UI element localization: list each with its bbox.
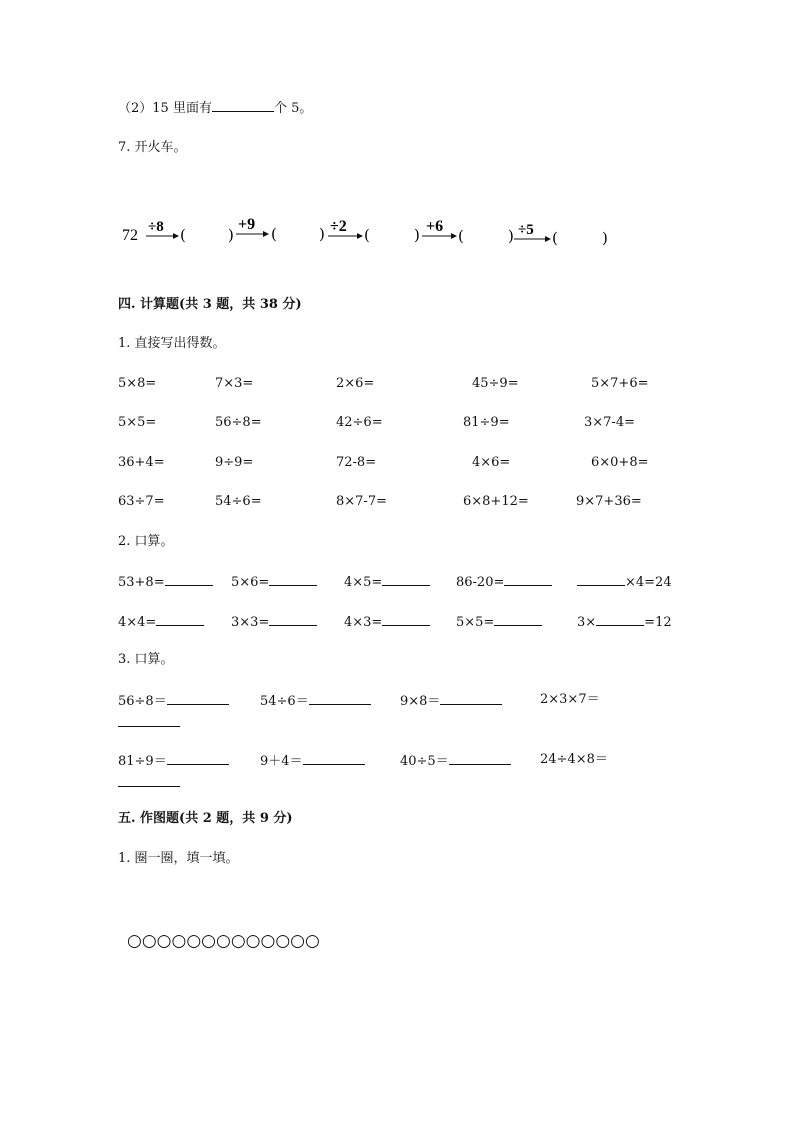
calc-item: 81÷9= bbox=[463, 415, 510, 430]
calc-item: 5×7+6= bbox=[591, 376, 649, 391]
oral-calc-text: ×4=24 bbox=[625, 575, 672, 590]
answer-blank[interactable] bbox=[303, 752, 365, 765]
oral-calc-item bbox=[344, 613, 430, 631]
answer-blank[interactable] bbox=[167, 692, 229, 705]
train-blank-1[interactable] bbox=[188, 226, 226, 244]
oral-calc-item bbox=[456, 573, 552, 591]
section-4-q3-title: 3. 口算。 bbox=[118, 652, 174, 667]
oral-calc-item bbox=[577, 613, 672, 631]
calc-item: 36+4= bbox=[118, 455, 165, 470]
train-blank-2[interactable] bbox=[279, 226, 317, 244]
train-close-2: ) bbox=[319, 225, 325, 243]
calc-item: 7×3= bbox=[215, 376, 254, 391]
answer-blank[interactable] bbox=[577, 573, 625, 586]
train-op-4: +6 bbox=[426, 218, 444, 235]
answer-blank[interactable] bbox=[504, 573, 552, 586]
train-open-2: ( bbox=[271, 225, 277, 243]
train-open-5: ( bbox=[552, 229, 558, 247]
section-5-title: 五. 作图题(共 2 题，共 9 分) bbox=[118, 811, 293, 826]
q6-2-suffix: 个 5。 bbox=[273, 101, 313, 116]
train-start-number: 72 bbox=[122, 227, 138, 244]
question-6-2 bbox=[118, 99, 312, 117]
answer-blank[interactable] bbox=[382, 613, 430, 626]
train-op-1: ÷8 bbox=[148, 219, 164, 235]
train-op-2: +9 bbox=[238, 216, 256, 233]
oral-calc-text: 2×3×7＝ bbox=[540, 692, 600, 707]
train-open-4: ( bbox=[458, 227, 464, 245]
train-chain bbox=[118, 212, 618, 256]
train-close-3: ) bbox=[414, 226, 420, 244]
oral-calc-text: 54÷6＝ bbox=[260, 694, 309, 709]
calc-item: 42÷6= bbox=[336, 415, 383, 430]
oral-calc-text: 9＋4＝ bbox=[260, 754, 303, 769]
calc-item: 9×7+36= bbox=[576, 494, 642, 509]
answer-blank[interactable] bbox=[167, 752, 229, 765]
oral-calc-item bbox=[231, 613, 317, 631]
answer-blank[interactable] bbox=[156, 613, 204, 626]
calc-item: 72-8= bbox=[336, 455, 377, 470]
oral-calc-item bbox=[118, 714, 180, 732]
circle-row[interactable]: ○○○○○○○○○○○○○ bbox=[127, 931, 320, 951]
train-blank-3[interactable] bbox=[372, 226, 410, 244]
train-op-3: ÷2 bbox=[330, 218, 347, 235]
section-5-q1-title: 1. 圈一圈，填一填。 bbox=[118, 851, 239, 866]
oral-calc-item bbox=[260, 752, 365, 770]
calc-item: 56÷8= bbox=[215, 415, 262, 430]
question-7-title: 7. 开火车。 bbox=[118, 140, 187, 155]
oral-calc-item bbox=[231, 573, 317, 591]
train-open-1: ( bbox=[180, 226, 186, 244]
calc-item: 6×8+12= bbox=[463, 494, 529, 509]
oral-calc-text: =12 bbox=[644, 615, 672, 630]
calc-item: 63÷7= bbox=[118, 494, 165, 509]
calc-item: 6×0+8= bbox=[591, 455, 649, 470]
oral-calc-text: 9×8＝ bbox=[400, 694, 441, 709]
answer-blank[interactable] bbox=[440, 692, 502, 705]
calc-item: 3×7-4= bbox=[584, 415, 635, 430]
oral-calc-text: 4×5= bbox=[344, 575, 383, 590]
oral-calc-text: 5×6= bbox=[231, 575, 270, 590]
train-blank-5[interactable] bbox=[560, 228, 600, 246]
oral-calc-text: 24÷4×8＝ bbox=[540, 752, 608, 767]
section-4-title: 四. 计算题(共 3 题，共 38 分) bbox=[118, 297, 302, 312]
oral-calc-text: 53+8= bbox=[118, 575, 165, 590]
answer-blank[interactable] bbox=[309, 692, 371, 705]
answer-blank[interactable] bbox=[269, 573, 317, 586]
oral-calc-item bbox=[118, 573, 213, 591]
calc-item: 4×6= bbox=[472, 455, 511, 470]
oral-calc-item bbox=[400, 692, 502, 710]
train-open-3: ( bbox=[364, 226, 370, 244]
train-op-5: ÷5 bbox=[518, 222, 534, 238]
oral-calc-text: 56÷8＝ bbox=[118, 694, 167, 709]
calc-item: 9÷9= bbox=[215, 455, 254, 470]
calc-item: 45÷9= bbox=[472, 376, 519, 391]
train-blank-4[interactable] bbox=[466, 226, 504, 244]
answer-blank[interactable] bbox=[269, 613, 317, 626]
calc-item: 2×6= bbox=[336, 376, 375, 391]
oral-calc-text: 40÷5＝ bbox=[400, 754, 449, 769]
calc-item: 8×7-7= bbox=[336, 494, 387, 509]
oral-calc-item bbox=[344, 573, 430, 591]
oral-calc-text: 3× bbox=[577, 615, 597, 630]
calc-item: 5×8= bbox=[118, 376, 157, 391]
calc-item: 5×5= bbox=[118, 415, 157, 430]
section-4-q2-title: 2. 口算。 bbox=[118, 534, 174, 549]
oral-calc-item bbox=[118, 692, 229, 710]
oral-calc-text: 86-20= bbox=[456, 575, 505, 590]
oral-calc-text: 4×4= bbox=[118, 615, 157, 630]
oral-calc-item bbox=[400, 752, 511, 770]
oral-calc-text: 3×3= bbox=[231, 615, 270, 630]
oral-calc-text: 81÷9＝ bbox=[118, 754, 167, 769]
q6-2-answer-blank[interactable] bbox=[212, 99, 274, 112]
answer-blank[interactable] bbox=[165, 573, 213, 586]
answer-blank[interactable] bbox=[449, 752, 511, 765]
answer-blank[interactable] bbox=[596, 613, 644, 626]
train-chain-svg bbox=[118, 212, 618, 252]
section-4-q1-title: 1. 直接写出得数。 bbox=[118, 336, 226, 351]
oral-calc-text: 5×5= bbox=[456, 615, 495, 630]
answer-blank[interactable] bbox=[118, 774, 180, 787]
oral-calc-item bbox=[118, 774, 180, 792]
answer-blank[interactable] bbox=[494, 613, 542, 626]
oral-calc-item bbox=[260, 692, 371, 710]
q6-2-prefix: （2）15 里面有 bbox=[118, 101, 212, 116]
train-close-5: ) bbox=[602, 229, 608, 247]
oral-calc-item bbox=[577, 573, 672, 591]
oral-calc-item bbox=[118, 752, 229, 770]
answer-blank[interactable] bbox=[382, 573, 430, 586]
oral-calc-item bbox=[456, 613, 542, 631]
oral-calc-item bbox=[118, 613, 204, 631]
oral-calc-text: 4×3= bbox=[344, 615, 383, 630]
calc-item: 54÷6= bbox=[215, 494, 262, 509]
train-close-1: ) bbox=[228, 226, 234, 244]
train-close-4: ) bbox=[508, 227, 514, 245]
answer-blank[interactable] bbox=[118, 714, 180, 727]
